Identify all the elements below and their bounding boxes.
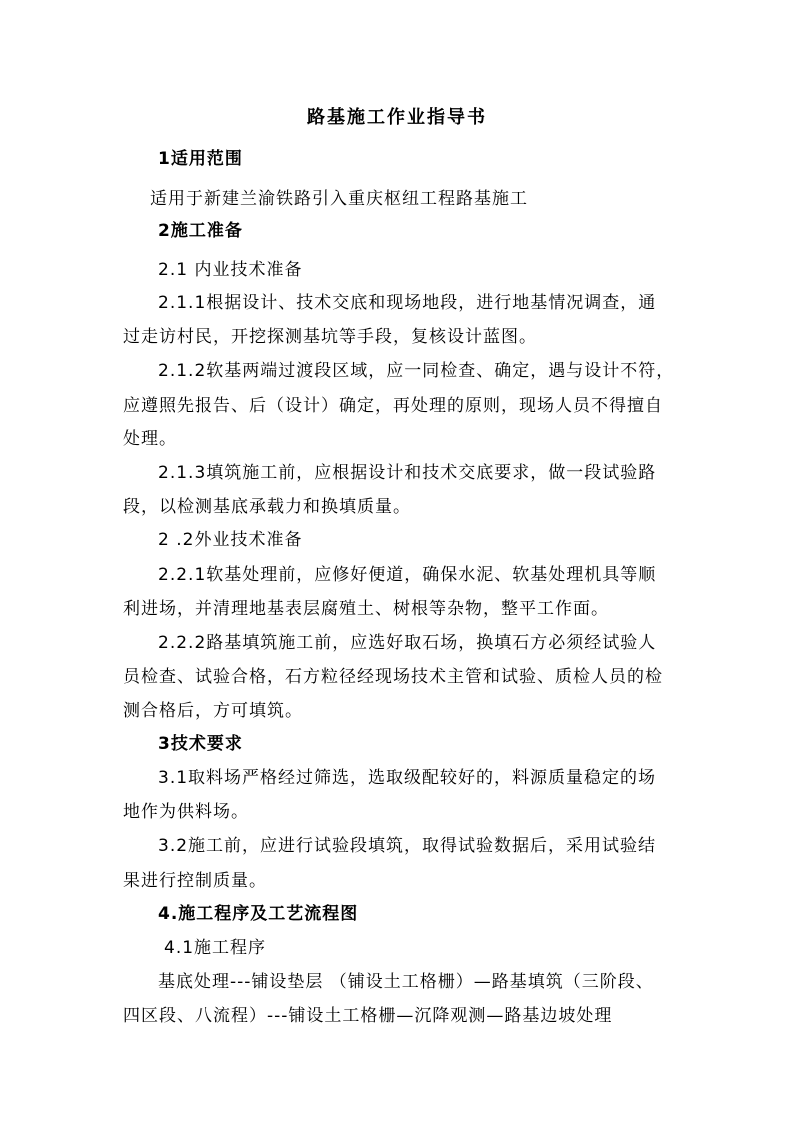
paragraph-line: 3.1取料场严格经过筛选，选取级配较好的，料源质量稳定的场 [158, 768, 657, 788]
paragraph-line: 基底处理---铺设垫层 （铺设土工格栅）—路基填筑（三阶段、 [158, 972, 654, 992]
document-title: 路基施工作业指导书 [307, 107, 487, 128]
section-heading-preparation: 2施工准备 [158, 221, 243, 241]
paragraph-line: 果进行控制质量。 [123, 871, 267, 891]
paragraph-line: 适用于新建兰渝铁路引入重庆枢纽工程路基施工 [150, 189, 528, 209]
subsection-heading: 2 .2外业技术准备 [158, 530, 303, 550]
paragraph-line: 2.2.1软基处理前，应修好便道，确保水泥、软基处理机具等顺 [158, 565, 657, 585]
paragraph-line: 3.2施工前，应进行试验段填筑，取得试验数据后，采用试验结 [158, 836, 657, 856]
subsection-heading: 2.1 内业技术准备 [158, 260, 303, 280]
subsection-heading: 4.1施工程序 [164, 938, 267, 958]
paragraph-line: 地作为供料场。 [123, 802, 249, 822]
paragraph-line: 测合格后，方可填筑。 [123, 701, 303, 721]
paragraph-line: 处理。 [123, 429, 177, 449]
paragraph-line: 2.1.2软基两端过渡段区域，应一同检查、确定，遇与设计不符， [158, 361, 675, 381]
paragraph-line: 段，以检测基底承载力和换填质量。 [123, 497, 411, 517]
paragraph-line: 利进场，并清理地基表层腐殖土、树根等杂物，整平工作面。 [123, 599, 609, 619]
section-heading-procedure: 4.施工程序及工艺流程图 [158, 904, 359, 924]
paragraph-line: 2.1.1根据设计、技术交底和现场地段，进行地基情况调查，通 [158, 293, 657, 313]
paragraph-line: 员检查、试验合格，石方粒径经现场技术主管和试验、质检人员的检 [123, 667, 663, 687]
paragraph-line: 2.2.2路基填筑施工前，应选好取石场，换填石方必须经试验人 [158, 633, 657, 653]
paragraph-line: 应遵照先报告、后（设计）确定，再处理的原则，现场人员不得擅自 [123, 396, 663, 416]
section-heading-technical: 3技术要求 [158, 734, 243, 754]
paragraph-line: 过走访村民，开挖探测基坑等手段，复核设计蓝图。 [123, 327, 537, 347]
paragraph-line: 四区段、八流程）---铺设土工格栅—沉降观测—路基边坡处理 [123, 1006, 613, 1026]
section-heading-scope: 1适用范围 [158, 149, 243, 169]
paragraph-line: 2.1.3填筑施工前，应根据设计和技术交底要求，做一段试验路 [158, 463, 657, 483]
